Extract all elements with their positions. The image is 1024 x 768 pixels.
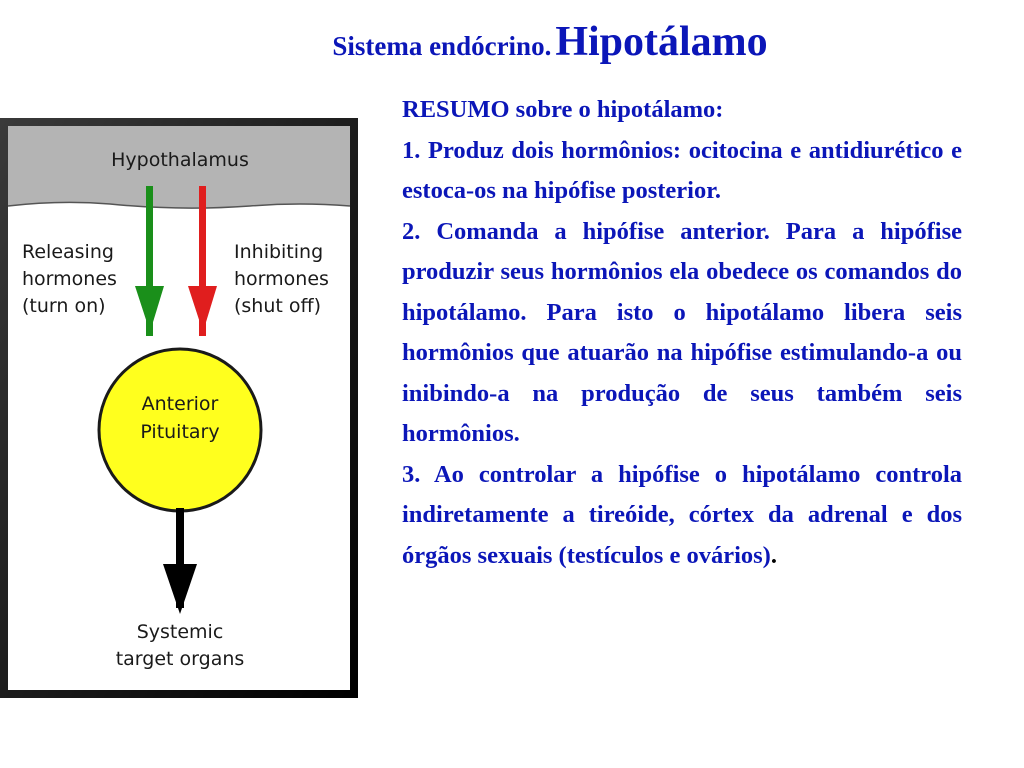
inhibiting-label-3: (shut off) [234, 295, 322, 317]
releasing-label-3: (turn on) [22, 295, 106, 317]
releasing-label-1: Releasing [22, 241, 114, 263]
target-label-2: target organs [115, 648, 245, 670]
summary-text [402, 90, 962, 576]
pituitary-label-1: Anterior [141, 393, 219, 415]
diagram-canvas [0, 118, 358, 698]
page-title [0, 18, 1024, 66]
title-separator: . [544, 31, 552, 61]
summary-item-1: 1. Produz dois hormônios: ocitocina e antidiurético e estoca-os na hipófise posterior. [402, 136, 962, 204]
inhibiting-label-1: Inhibiting [234, 241, 324, 263]
title-hypothalamus: Hipotálamo [555, 19, 768, 65]
target-label-1: Systemic [136, 621, 224, 643]
summary-item-2: 2. Comanda a hipófise anterior. Para a hipófise produzir seus hormônios ela obedece os comandos do hipotálamo. Para isto o hipotálamo libera seis hormônios que atuarão na hipófise estimulando-a ou inibindo-a na produção de seus também seis hormônios. [402, 217, 962, 447]
title-system: Sistema endócrino [332, 31, 545, 61]
hormone-diagram [0, 118, 358, 698]
summary-item-3: 3. Ao controlar a hipófise o hipotálamo controla indiretamente a tireóide, córtex da adrenal e dos órgãos sexuais (testículos e ovários) . [402, 455, 962, 577]
releasing-label-2: hormones [22, 268, 117, 290]
summary-heading: RESUMO sobre o hipotálamo: [402, 96, 724, 123]
pituitary-label-2: Pituitary [140, 421, 220, 443]
hypothalamus-label: Hypothalamus [111, 149, 249, 171]
inhibiting-label-2: hormones [234, 268, 329, 290]
